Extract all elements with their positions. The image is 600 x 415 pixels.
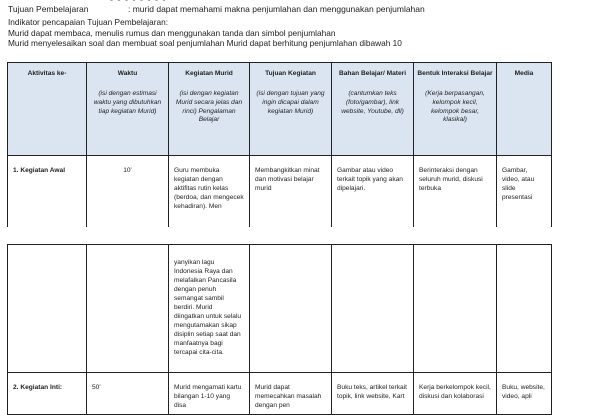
media-cell (497, 245, 551, 253)
indikator-heading: Indikator pencapaian Tujuan Pembelajaran: (8, 17, 169, 27)
bahan-cell (332, 245, 413, 253)
rpp-table-page-1 (7, 62, 552, 236)
tujuan-cell: Membangkitkan minat dan motivasi belajar murid (255, 167, 320, 192)
aktivitas-cell: 1. Kegiatan Awal (13, 167, 66, 174)
col-header-waktu: Waktu (isi dengan estimasi waktu yang dibutuhkan tiap kegiatan Murid) (87, 63, 169, 156)
table-row (8, 245, 552, 373)
aktivitas-cell: 2. Kegiatan Inti: (13, 384, 63, 391)
tujuan-cell (250, 245, 331, 253)
col-header-bahan: Bahan Belajar/ Materi (cantumkan teks (foto/gambar), link website, Youtube, dll) (332, 63, 414, 156)
kegiatan-cell: Murid mengamati kartu bilangan 1-10 yang disa (174, 384, 242, 409)
col-header-media: Media (497, 63, 552, 156)
cut-off-line: ‐ ‐ ‐ ‐ ‐ ‐ ‐ ‐ (110, 0, 167, 5)
bahan-cell: Gambar atau video terkait topik yang akan dipelajari. (337, 167, 403, 192)
table-header-row (8, 63, 552, 156)
interaksi-cell: Kerja berkelompok kecil, diskusi dan kolaborasi (419, 384, 491, 400)
interaksi-cell: Berinteraksi dengan seluruh murid, diskusi terbuka (419, 167, 483, 192)
col-header-aktivitas: Aktivitas ke- (8, 63, 87, 156)
col-header-kegiatan: Kegiatan Murid (isi dengan kegiatan Murid secara jelas dan rinci) Pengalaman Belajar (169, 63, 250, 156)
waktu-cell (87, 245, 168, 253)
kegiatan-cell: yanyikan lagu Indonesia Raya dan melafalkan Pancasila dengan penuh semangat sambil berdiri. Murid diingatkan untuk selalu mengutamakan sikap disiplin setiap saat dan manfaatnya bagi tercapai cita-cita. (174, 259, 242, 356)
page-top (0, 0, 600, 14)
aktivitas-cell (8, 245, 86, 253)
tujuan-value: : murid dapat memahami makna penjumlahan dan menggunakan penjumlahan (128, 4, 425, 14)
kegiatan-cell: Guru membuka kegiatan dengan aktifitas rutin kelas (berdoa, dan mengecek kehadiran). Men (174, 167, 244, 210)
table-row (8, 373, 552, 415)
interaksi-cell (414, 245, 496, 253)
col-header-tujuan: Tujuan Kegiatan (isi dengan tujuan yang ingin dicapai dalam kegiatan Murid) (250, 63, 332, 156)
page-break (0, 227, 600, 244)
indikator-item: Murid menyelesaikan soal dan membuat soal penjumlahan Murid dapat berhitung penjumlahan dibawah 10 (8, 38, 402, 49)
indikator-block (8, 17, 598, 49)
media-cell: Buku, website, video, apli (502, 384, 545, 400)
rpp-table-page-2 (7, 244, 552, 415)
col-header-interaksi: Bentuk Interaksi Belajar (Kerja berpasangan, kelompok kecil, kelompok besar, klasikal) (414, 63, 497, 156)
table-row (8, 156, 552, 236)
media-cell: Gambar, video, atau slide presentasi (502, 167, 535, 201)
waktu-cell: 10' (123, 167, 132, 174)
bahan-cell: Buku teks, artikel terkait topik, link website, Kart (337, 384, 407, 400)
tujuan-label: Tujuan Pembelajaran (8, 4, 89, 14)
indikator-item: Murid dapat membaca, menulis rumus dan menggunakan tanda dan simbol penjumlahan (8, 27, 336, 38)
waktu-cell: 50' (92, 384, 101, 391)
tujuan-cell: Murid dapat memecahkan masalah dengan pen (255, 384, 322, 409)
